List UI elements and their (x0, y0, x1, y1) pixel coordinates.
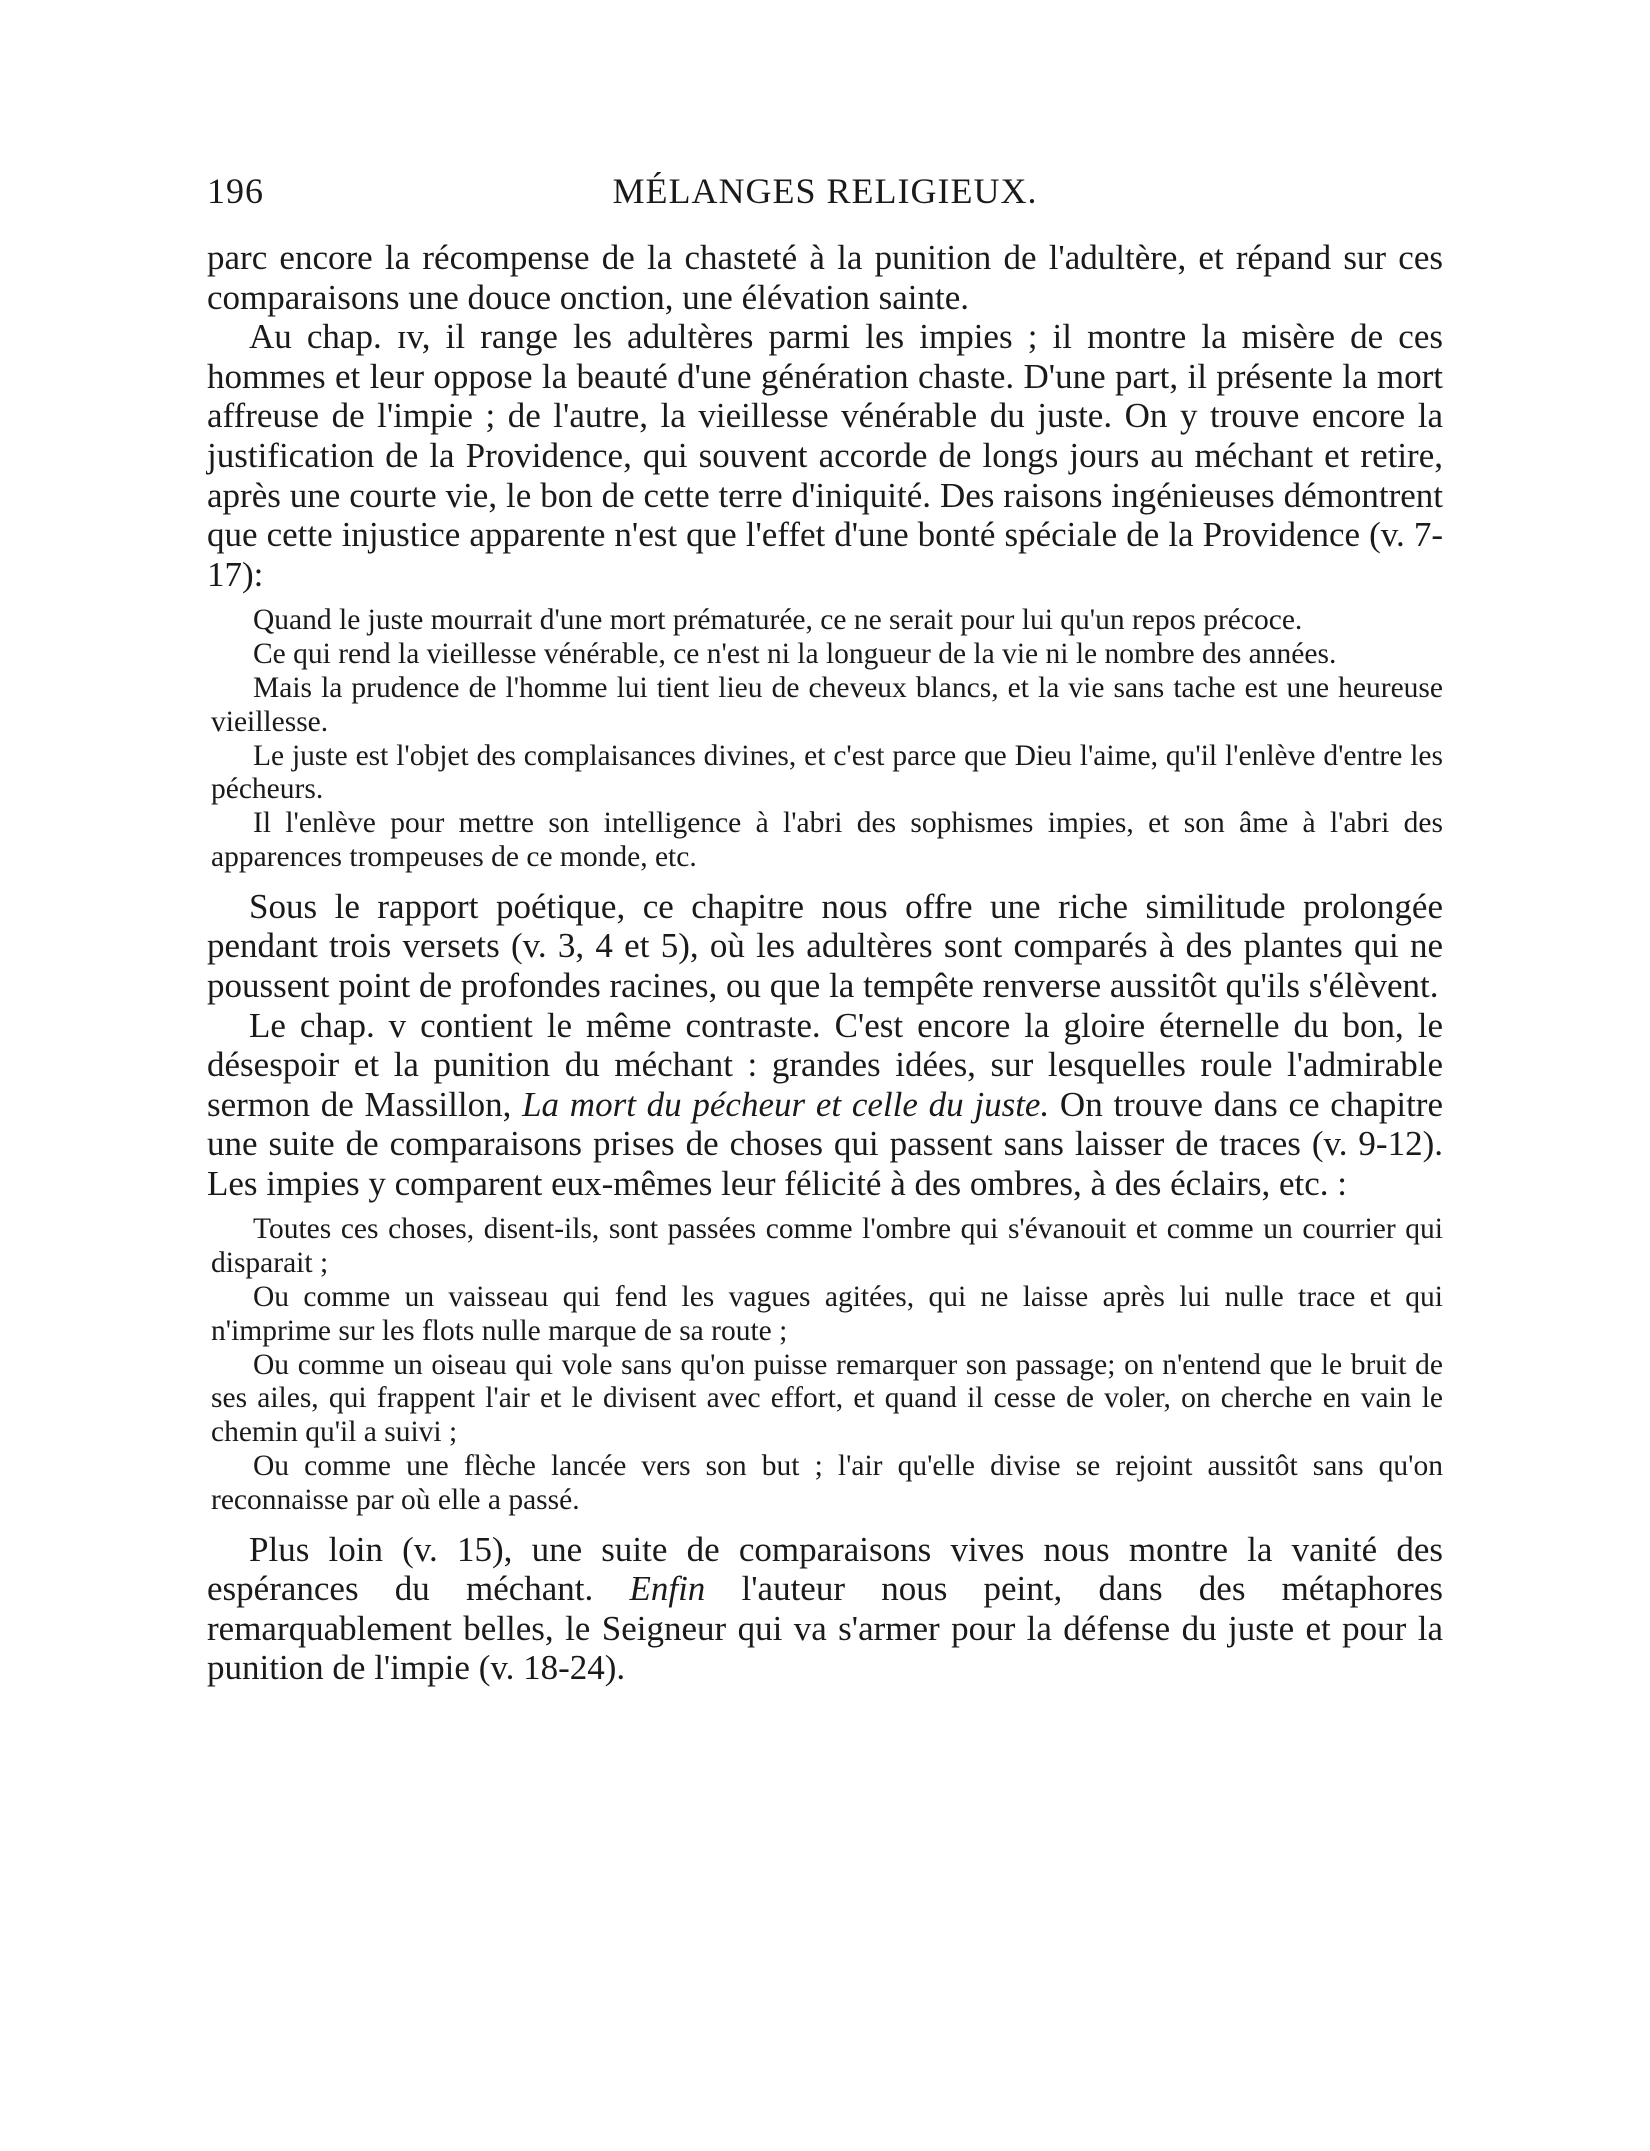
paragraph-5 (207, 1530, 1443, 1688)
paragraph-2: Au chap. ɪv, il range les adultères parmi les impies ; il montre la misère de ces hommes et leur oppose la beauté d'une génération chaste. D'une part, il présente la mort affreuse de l'impie ; de l'autre, la vieillesse vénérable du juste. On y trouve encore la justification de la Providence, qui souvent accorde de longs jours au méchant et retire, après une courte vie, le bon de cette terre d'iniquité. Des raisons ingénieuses démontrent que cette injustice apparente n'est que l'effet d'une bonté spéciale de la Providence (v. 7-17): (207, 317, 1443, 594)
paragraph-5-text-end: l'auteur nous peint, dans des métaphores remarquablement belles, le Seigneur qui va s'armer pour la défense du juste et pour la punition de l'impie (v. 18-24). (207, 1569, 1443, 1688)
quotation-verse: Le juste est l'objet des complaisances divines, et c'est parce que Dieu l'aime, qu'il l'enlève d'entre les pécheurs. (211, 739, 1443, 806)
page-number: 196 (207, 171, 264, 211)
quotation-verse: Ce qui rend la vieillesse vénérable, ce n'est ni la longueur de la vie ni le nombre des années. (253, 638, 1337, 671)
quotation-verse: Mais la prudence de l'homme lui tient lieu de cheveux blancs, et la vie sans tache est une heureuse vieillesse. (211, 671, 1443, 738)
sermon-title: La mort du pécheur et celle du juste. (522, 1084, 1050, 1124)
quotation-verse: Ou comme un oiseau qui vole sans qu'on puisse remarquer son passage; on n'entend que le bruit de ses ailes, qui frappent l'air et le divisent avec effort, et quand il cesse de voler, on cherche en vain le chemin qu'il a suivi ; (211, 1348, 1443, 1449)
quotation-verse: Il l'enlève pour mettre son intelligence à l'abri des sophismes impies, et son âme à l'abri des apparences trompeuses de ce monde, etc. (211, 807, 1443, 873)
paragraph-4-text-end: On trouve dans ce chapitre une suite de comparaisons prises de choses qui passent sans laisser de traces (v. 9-12). Les impies y comparent eux-mêmes leur félicité à des ombres, à des éclairs, etc. : (207, 1084, 1443, 1203)
book-page (207, 170, 1443, 1688)
quotation-verse: Ou comme une flèche lancée vers son but ; l'air qu'elle divise se rejoint aussitôt sans qu'on reconnaisse par où elle a passé. (211, 1450, 1443, 1516)
paragraph-3: Sous le rapport poétique, ce chapitre nous offre une riche similitude prolongée pendant trois versets (v. 3, 4 et 5), où les adultères sont comparés à des plantes qui ne poussent point de profondes racines, ou que la tempête renverse aussitôt qu'ils s'élèvent. (207, 886, 1443, 1005)
paragraph-1: parc encore la récompense de la chasteté à la punition de l'adultère, et répand sur ces comparaisons une douce onction, une élévation sainte. (207, 238, 1443, 317)
quotation-verse: Ou comme un vaisseau qui fend les vagues agitées, qui ne laisse après lui nulle trace et qui n'imprime sur les flots nulle marque de sa route ; (211, 1281, 1443, 1347)
page-header (207, 170, 1443, 230)
quotation-block-1 (207, 604, 1443, 874)
quotation-block-2 (207, 1213, 1443, 1517)
paragraph-5-text-start: Plus loin (v. 15), une suite de comparaisons vives nous montre la vanité des espérances du méchant. (207, 1529, 1443, 1609)
quotation-verse: Quand le juste mourrait d'une mort prématurée, ce ne serait pour lui qu'un repos précoce. (253, 604, 1303, 637)
page-body (207, 238, 1443, 1688)
quotation-verse: Toutes ces choses, disent-ils, sont passées comme l'ombre qui s'évanouit et comme un courrier qui disparait ; (211, 1213, 1443, 1280)
paragraph-5-italic: Enfin (629, 1569, 706, 1609)
paragraph-4 (207, 1006, 1443, 1204)
paragraph-4-text-start: Le chap. v contient le même contraste. C'est encore la gloire éternelle du bon, le désespoir et la punition du méchant : grandes idées, sur lesquelles roule l'admirable sermon de Massillon, (207, 1005, 1443, 1124)
running-title: MÉLANGES RELIGIEUX. (612, 171, 1038, 211)
